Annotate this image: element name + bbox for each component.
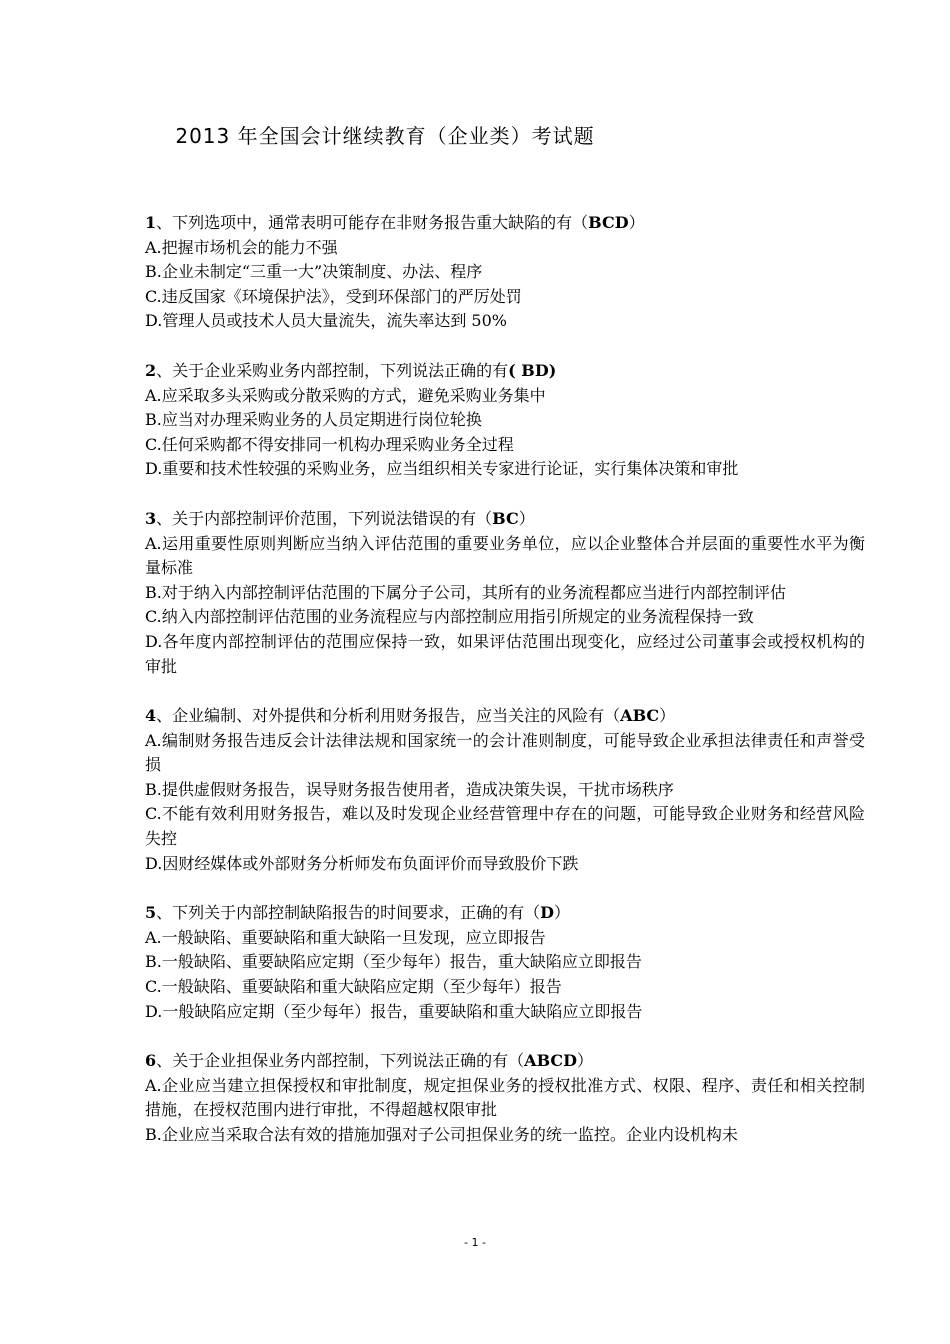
question-number: 3	[145, 508, 157, 528]
question-stem	[145, 901, 865, 926]
question-block	[145, 507, 865, 679]
question-number: 1	[145, 213, 157, 232]
question-text: 、下列选项中，通常表明可能存在非财务报告重大缺陷的有（	[156, 213, 589, 232]
page-title: 2013 年全国会计继续教育（企业类）考试题	[175, 124, 595, 148]
answer-option: B.一般缺陷、重要缺陷应定期（至少每年）报告，重大缺陷应立即报告	[145, 952, 642, 972]
question-stem	[145, 359, 865, 384]
answer-option: C.不能有效利用财务报告，难以及时发现企业经营管理中存在的问题，可能导致企业财务和经营风险失控	[145, 804, 865, 849]
question-answer: ABCD	[524, 1051, 577, 1071]
answer-option: D.各年度内部控制评估的范围应保持一致，如果评估范围出现变化，应经过公司董事会或授权机构的审批	[145, 631, 865, 676]
question-close-paren: ）	[554, 903, 571, 923]
question-list	[145, 211, 865, 1173]
question-close-paren: ）	[659, 706, 676, 726]
answer-option: C.任何采购都不得安排同一机构办理采购业务全过程	[145, 434, 514, 454]
question-block	[145, 704, 865, 876]
answer-option: B.对于纳入内部控制评估范围的下属分子公司，其所有的业务流程都应当进行内部控制评估	[145, 582, 786, 602]
question-number: 6	[145, 1051, 157, 1071]
question-text: 、下列关于内部控制缺陷报告的时间要求，正确的有（	[156, 903, 541, 923]
answer-option: D.一般缺陷应定期（至少每年）报告，重要缺陷和重大缺陷应立即报告	[145, 1001, 643, 1021]
question-stem	[145, 704, 865, 729]
question-close-paren: ）	[577, 1051, 594, 1071]
question-close-paren: ）	[518, 508, 535, 528]
question-number: 4	[145, 706, 157, 726]
question-number: 5	[145, 903, 157, 923]
answer-option: B.应当对办理采购业务的人员定期进行岗位轮换	[145, 410, 482, 430]
answer-option: A.把握市场机会的能力不强	[145, 237, 338, 257]
question-answer: D	[540, 903, 555, 923]
question-number: 2	[145, 360, 157, 380]
answer-option: A.运用重要性原则判断应当纳入评估范围的重要业务单位，应以企业整体合并层面的重要性水平为衡量标准	[145, 533, 865, 578]
question-answer: BCD	[588, 213, 629, 232]
question-text: 、关于企业采购业务内部控制，下列说法正确的有	[156, 360, 509, 380]
answer-option: D.重要和技术性较强的采购业务，应当组织相关专家进行论证，实行集体决策和审批	[145, 459, 739, 479]
answer-option: B.企业未制定“三重一大”决策制度、办法、程序	[145, 262, 483, 282]
answer-option: B.企业应当采取合法有效的措施加强对子公司担保业务的统一监控。企业内设机构未	[145, 1125, 738, 1144]
answer-option: C.一般缺陷、重要缺陷和重大缺陷应定期（至少每年）报告	[145, 977, 562, 997]
question-answer: BC	[492, 508, 519, 528]
answer-option: A.编制财务报告违反会计法律法规和国家统一的会计准则制度，可能导致企业承担法律责任和声誉受损	[145, 730, 865, 775]
question-answer: ABC	[620, 706, 660, 726]
answer-option: A.应采取多头采购或分散采购的方式，避免采购业务集中	[145, 385, 546, 405]
question-close-paren: ）	[628, 213, 645, 232]
question-stem	[145, 507, 865, 532]
answer-option: B.提供虚假财务报告，误导财务报告使用者，造成决策失误，干扰市场秩序	[145, 779, 674, 799]
question-block	[145, 901, 865, 1024]
answer-option: C.违反国家《环境保护法》，受到环保部门的严厉处罚	[145, 286, 522, 306]
answer-option: D.管理人员或技术人员大量流失，流失率达到 50%	[145, 311, 507, 331]
question-block	[145, 359, 865, 482]
question-stem	[145, 1049, 865, 1074]
question-block	[145, 211, 865, 334]
answer-option: D.因财经媒体或外部财务分析师发布负面评价而导致股价下跌	[145, 853, 579, 873]
question-text: 、企业编制、对外提供和分析利用财务报告，应当关注的风险有（	[156, 706, 621, 726]
question-block	[145, 1049, 865, 1147]
question-text: 、关于内部控制评价范围，下列说法错误的有（	[156, 508, 493, 528]
answer-option: A.一般缺陷、重要缺陷和重大缺陷一旦发现，应立即报告	[145, 927, 546, 947]
answer-option: A.企业应当建立担保授权和审批制度，规定担保业务的授权批准方式、权限、程序、责任和相关控制措施，在授权范围内进行审批，不得超越权限审批	[145, 1075, 865, 1120]
answer-option: C.纳入内部控制评估范围的业务流程应与内部控制应用指引所规定的业务流程保持一致	[145, 607, 754, 627]
question-text: 、关于企业担保业务内部控制，下列说法正确的有（	[156, 1051, 525, 1071]
page-number: - 1 -	[464, 1236, 486, 1249]
question-answer: ( BD)	[508, 360, 557, 380]
question-stem	[145, 211, 865, 236]
